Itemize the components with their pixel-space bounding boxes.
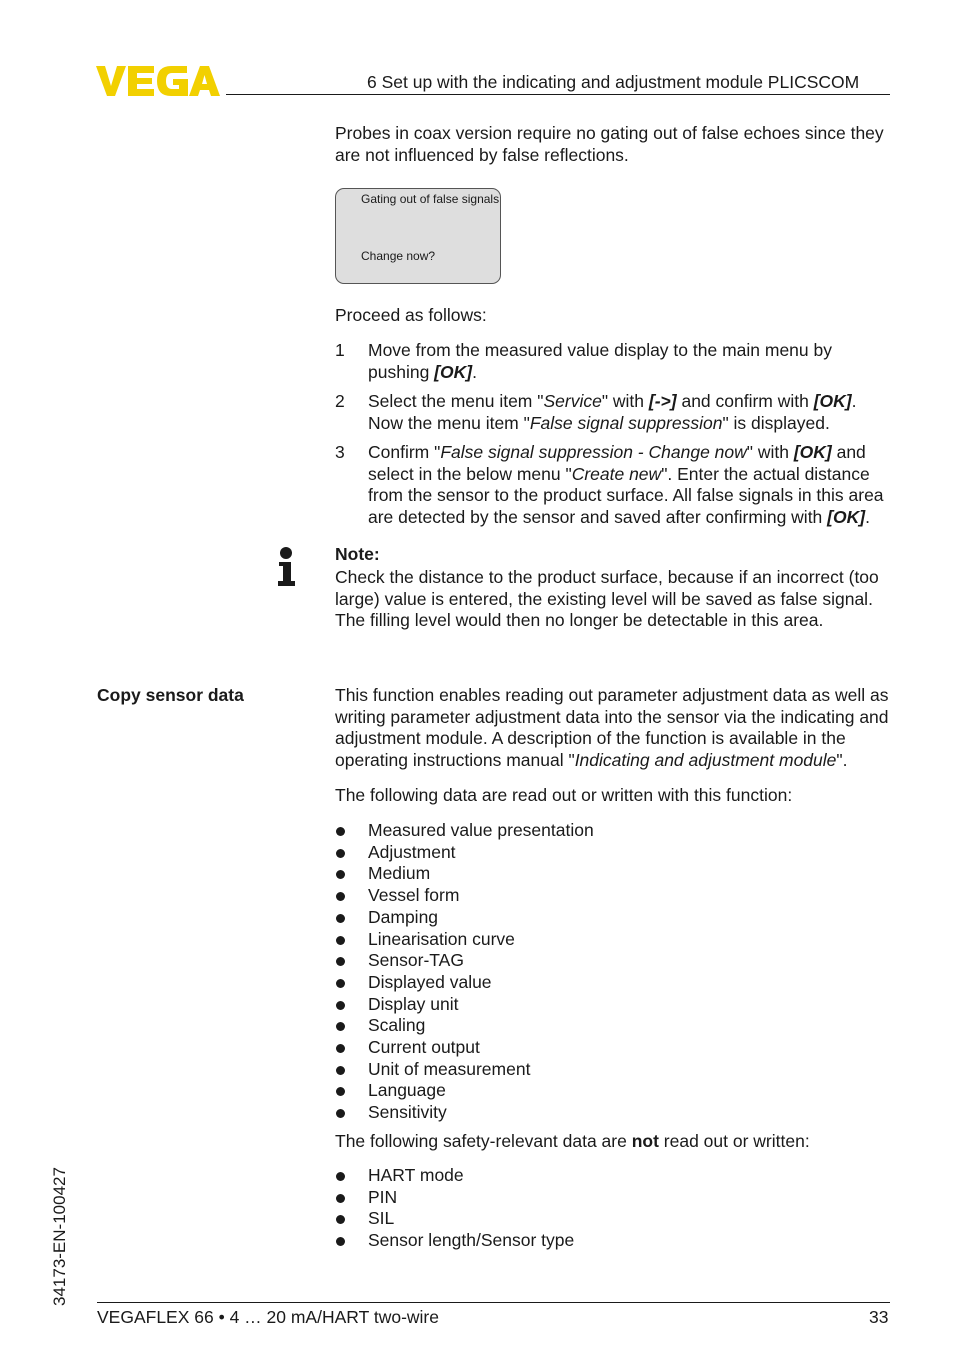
- step-number: 3: [335, 441, 345, 462]
- steps-list: [335, 340, 891, 536]
- note-heading: Note:: [335, 544, 380, 564]
- list-item: [335, 1037, 891, 1059]
- header-divider: [226, 94, 890, 95]
- list-item-text: Vessel form: [368, 885, 460, 906]
- list-item: [335, 885, 891, 907]
- bullet-icon: [336, 1001, 345, 1010]
- list-item: [335, 820, 891, 842]
- list-item-text: PIN: [368, 1186, 398, 1207]
- bullet-icon: [336, 1022, 345, 1031]
- list-item: [335, 972, 891, 994]
- section-label-copy-sensor-data: Copy sensor data: [97, 685, 244, 705]
- list-item: [335, 1102, 891, 1124]
- list-item-text: Language: [368, 1080, 446, 1101]
- footer-product: VEGAFLEX 66 • 4 … 20 mA/HART two-wire: [97, 1307, 439, 1327]
- list-item: [335, 842, 891, 864]
- list-item-text: Damping: [368, 906, 439, 927]
- list-item: [335, 863, 891, 885]
- list-item-text: Scaling: [368, 1015, 426, 1036]
- bullet-icon: [336, 936, 345, 945]
- bullet-icon: [336, 1194, 345, 1203]
- paragraph-text: read out or written:: [658, 1131, 810, 1151]
- note-text: Check the distance to the product surface, because if an incorrect (too large) value is entered, the existing level will be saved as false signal. The filling level would then no longer be detectable in this area.: [335, 567, 879, 631]
- document-code: 34173-EN-100427: [50, 1167, 69, 1306]
- list-item-text: SIL: [368, 1208, 395, 1229]
- copy-paragraph-3: [335, 1131, 891, 1153]
- list-item: [335, 1187, 891, 1209]
- bullet-icon: [336, 849, 345, 858]
- step-item: [335, 340, 891, 383]
- step-number: 1: [335, 340, 345, 360]
- step-text: " is displayed.: [722, 412, 830, 433]
- step-key: [->]: [648, 390, 677, 411]
- list-item-text: Linearisation curve: [368, 928, 515, 949]
- bullet-icon: [336, 1044, 345, 1053]
- display-line-1: Gating out of false signals: [361, 192, 500, 206]
- list-item-text: Medium: [368, 863, 431, 884]
- list-item-text: Sensor-TAG: [368, 950, 464, 971]
- list-item: [335, 1165, 891, 1187]
- list-item: [335, 994, 891, 1016]
- list-item-text: HART mode: [368, 1165, 464, 1185]
- step-text: .: [472, 361, 477, 382]
- bullet-icon: [336, 979, 345, 988]
- list-item: [335, 1059, 891, 1081]
- step-text: Confirm ": [368, 441, 441, 462]
- step-item: [335, 442, 891, 529]
- info-icon: [276, 547, 296, 587]
- list-item: [335, 929, 891, 951]
- list-item-text: Sensor length/Sensor type: [368, 1230, 575, 1251]
- step-text: " with: [601, 390, 649, 411]
- step-text: Select the menu item ": [368, 390, 544, 411]
- paragraph-text: This function enables reading out parameter adjustment data as well as writing parameter adjustment data into the sensor via the indicating and adjustment module. A description of the function is available in the operating instructions manual ": [335, 685, 889, 771]
- list-item: [335, 1208, 891, 1230]
- step-menu-item: False signal suppression - Change now: [440, 441, 747, 462]
- data-list: [335, 820, 891, 1124]
- step-text: . Now the menu item ": [368, 390, 857, 433]
- list-item: [335, 907, 891, 929]
- step-text: and confirm with: [676, 390, 814, 411]
- page-number: 33: [869, 1307, 889, 1327]
- list-item: [335, 1015, 891, 1037]
- step-key: [OK]: [793, 441, 832, 462]
- list-item: [335, 1230, 891, 1252]
- paragraph-text: ".: [836, 750, 848, 771]
- bullet-icon: [336, 1237, 345, 1246]
- display-line-2: Change now?: [361, 249, 436, 263]
- bullet-icon: [336, 957, 345, 966]
- bullet-icon: [336, 1087, 345, 1096]
- list-item: [335, 1080, 891, 1102]
- list-item-text: Displayed value: [368, 971, 492, 992]
- list-item-text: Unit of measurement: [368, 1058, 531, 1079]
- step-text: .: [865, 506, 870, 527]
- bullet-icon: [336, 827, 345, 836]
- emphasis-not: not: [631, 1131, 659, 1151]
- bullet-icon: [336, 1066, 345, 1075]
- intro-paragraph: Probes in coax version require no gating out of false echoes since they are not influenced by false reflections.: [335, 123, 884, 165]
- list-item-text: Sensitivity: [368, 1102, 447, 1123]
- bullet-icon: [336, 892, 345, 901]
- step-menu-item: False signal suppression: [529, 412, 723, 433]
- step-key: [OK]: [434, 361, 473, 382]
- step-text: and select in the below menu ": [368, 441, 866, 484]
- step-number: 2: [335, 390, 345, 411]
- list-item-text: Measured value presentation: [368, 820, 594, 840]
- copy-paragraph-2: The following data are read out or written with this function:: [335, 785, 793, 805]
- step-key: [OK]: [813, 390, 852, 411]
- list-item-text: Display unit: [368, 993, 459, 1014]
- list-item: [335, 950, 891, 972]
- header-title: 6 Set up with the indicating and adjustment module PLICSCOM: [367, 72, 860, 92]
- footer-divider: [97, 1302, 890, 1303]
- step-key: [OK]: [827, 506, 866, 527]
- bullet-icon: [336, 914, 345, 923]
- step-text: ". Enter the actual distance from the sensor to the product surface. All false signals in this area are detected by the sensor and saved after confirming with: [368, 463, 884, 527]
- proceed-text: Proceed as follows:: [335, 305, 487, 325]
- bullet-icon: [336, 1215, 345, 1224]
- step-text: " with: [746, 441, 794, 462]
- safety-data-list: [335, 1165, 891, 1252]
- step-menu-item: Service: [543, 390, 602, 411]
- bullet-icon: [336, 1109, 345, 1118]
- step-item: [335, 391, 891, 434]
- step-menu-item: Create new: [571, 463, 662, 484]
- manual-title: Indicating and adjustment module: [574, 750, 837, 771]
- list-item-text: Current output: [368, 1037, 480, 1058]
- vega-logo: [96, 66, 220, 96]
- bullet-icon: [336, 870, 345, 879]
- copy-paragraph-1: [335, 685, 891, 772]
- list-item-text: Adjustment: [368, 841, 456, 862]
- plicscom-display: [335, 188, 501, 284]
- step-text: Move from the measured value display to the main menu by pushing: [368, 340, 832, 382]
- paragraph-text: The following safety-relevant data are: [335, 1131, 632, 1151]
- bullet-icon: [336, 1172, 345, 1181]
